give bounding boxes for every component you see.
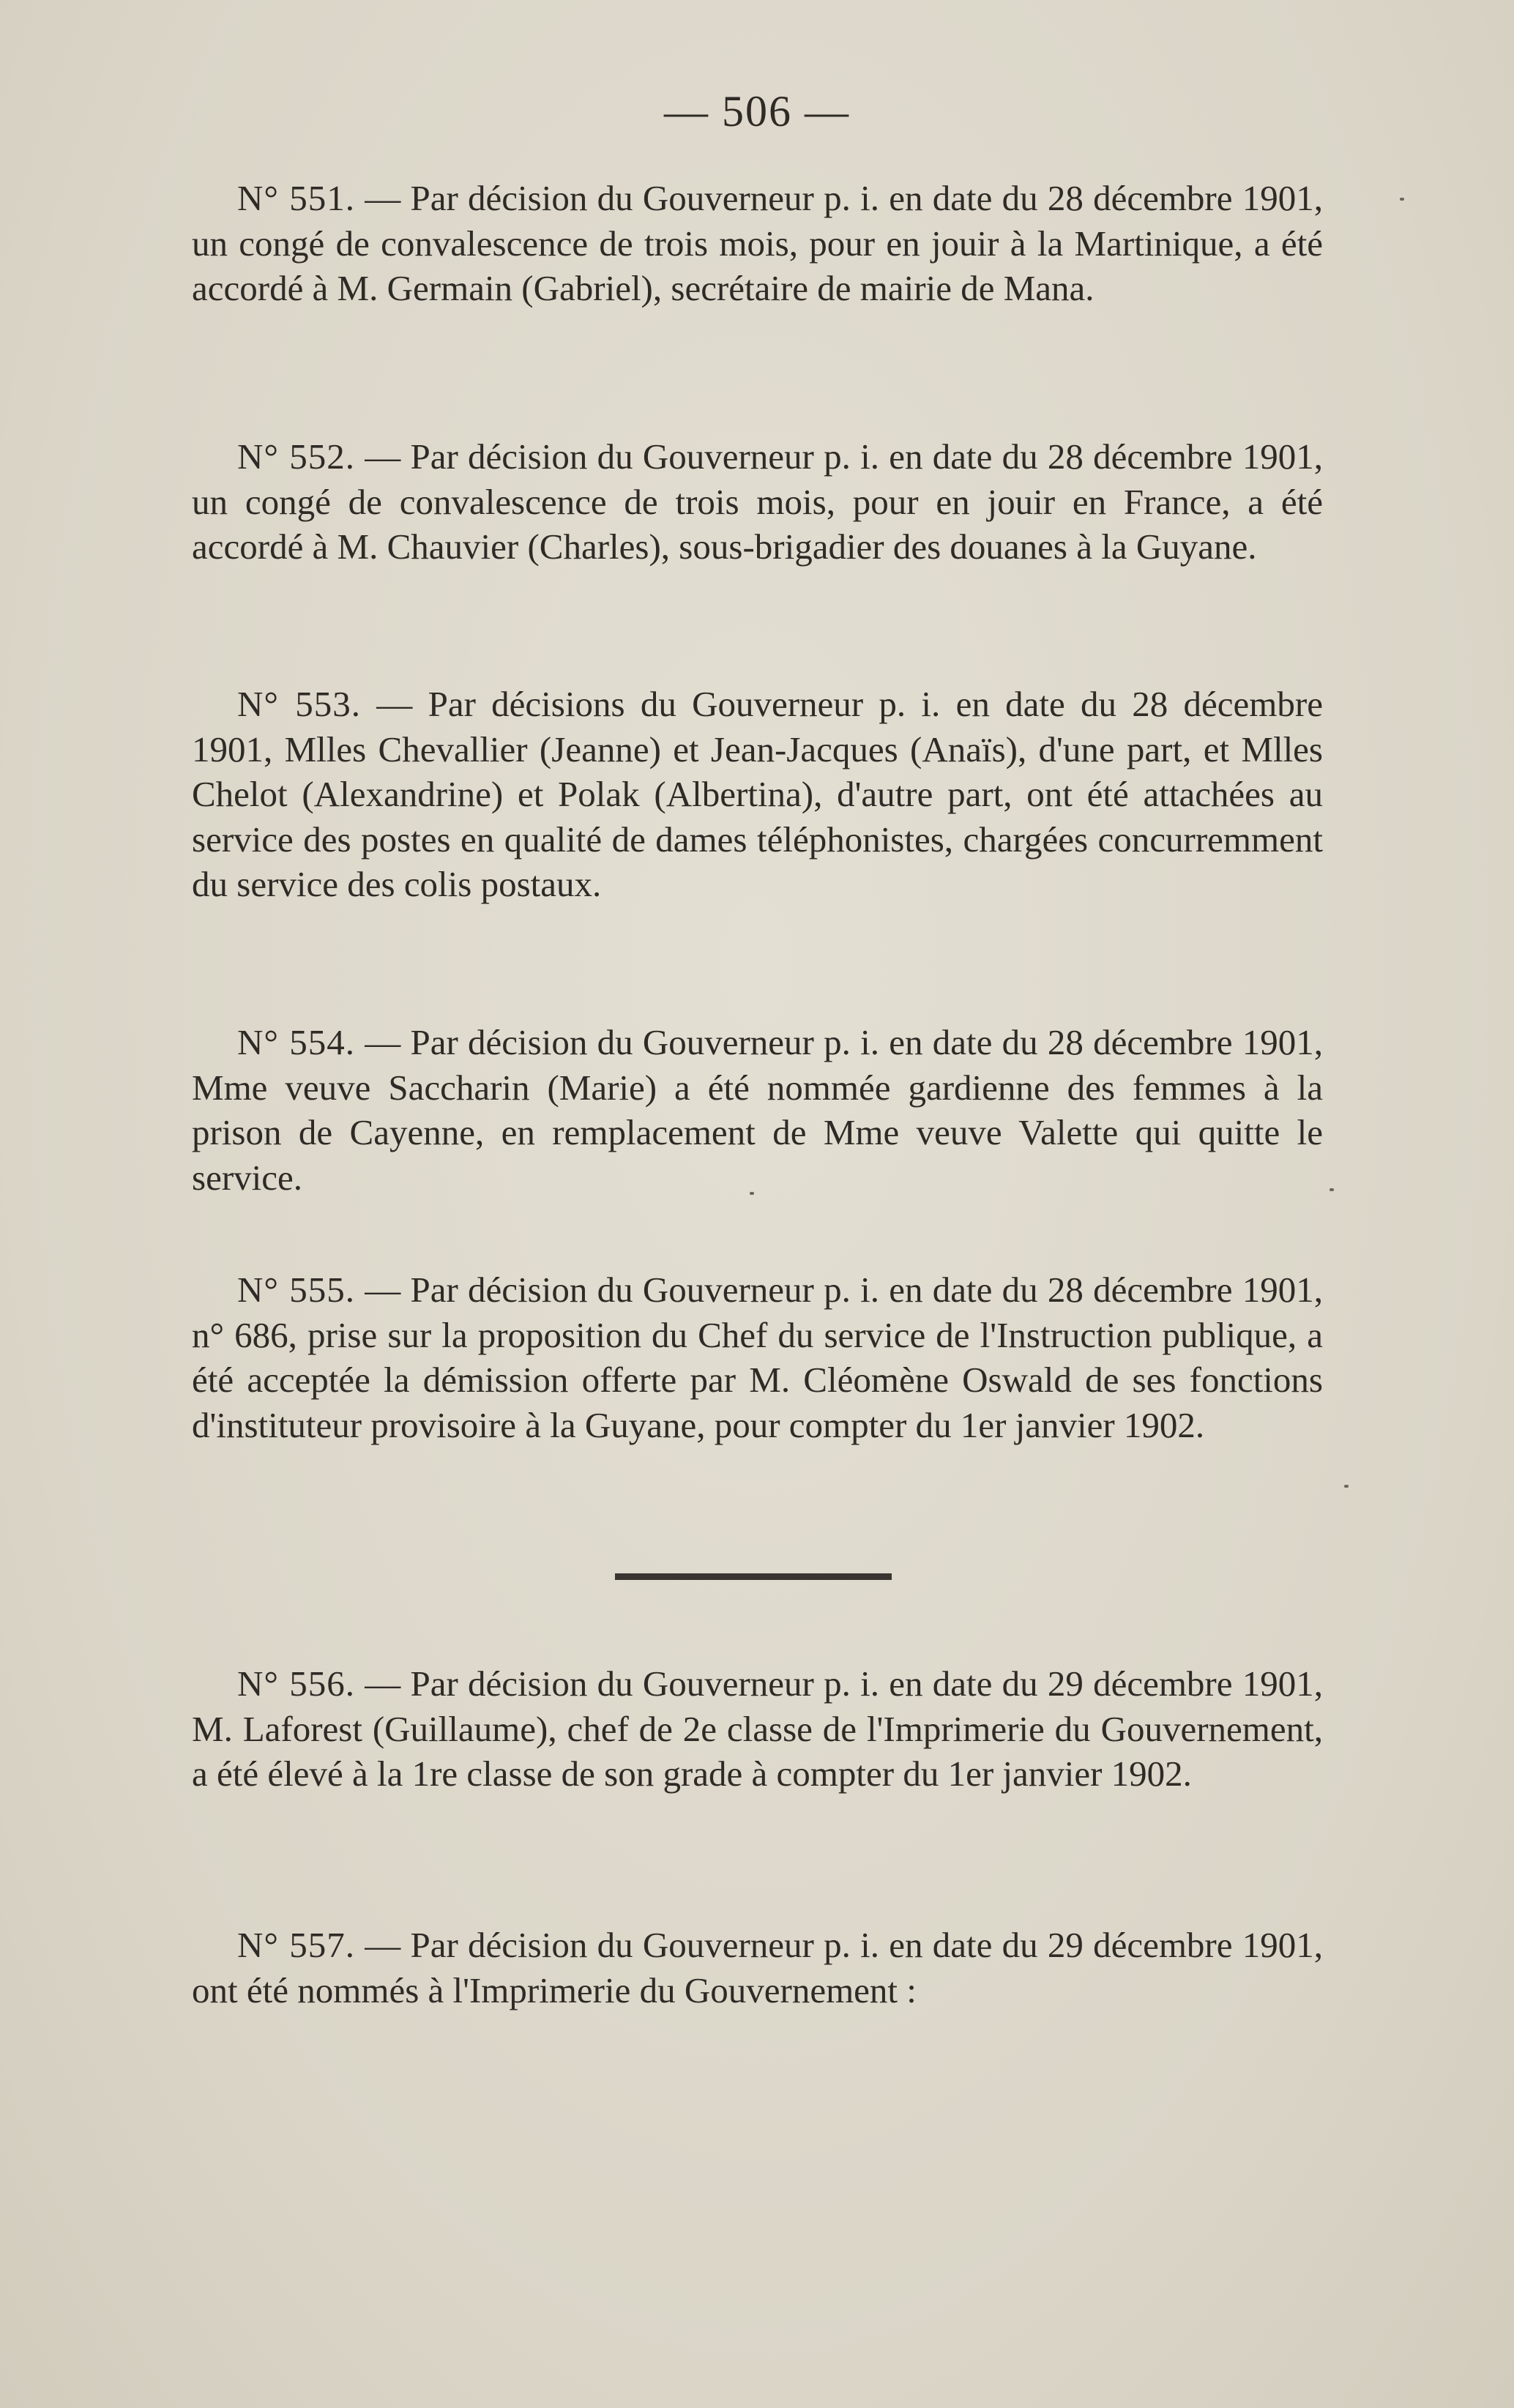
print-speck <box>1344 1485 1349 1488</box>
entry-553 <box>192 682 1323 907</box>
entry-number: N° 555. <box>237 1270 355 1310</box>
entry-text: — Par décisions du Gouverneur p. i. en date du 28 décembre 1901, Mlles Chevallier (Jeanne) et Jean-Jacques (Anaïs), d'une part, et Mlles Chelot (Alexandrine) et Polak (Albertina), d'autre part, ont été attachées au service des postes en qualité de dames téléphonistes, chargées concurremment du service des colis postaux. <box>192 684 1323 904</box>
entry-text: — Par décision du Gouverneur p. i. en date du 28 décembre 1901, Mme veuve Saccharin (Marie) a été nommée gardienne des femmes à la prison de Cayenne, en remplacement de Mme veuve Valette qui quitte le service. <box>192 1022 1323 1198</box>
entry-557 <box>192 1923 1323 2013</box>
entry-555 <box>192 1267 1323 1447</box>
print-speck <box>1330 1188 1334 1191</box>
entry-number: N° 553. <box>237 684 362 724</box>
entry-text: — Par décision du Gouverneur p. i. en date du 28 décembre 1901, un congé de convalescence de trois mois, pour en jouir en France, a été accordé à M. Chauvier (Charles), sous-brigadier des douanes à la Guyane. <box>192 436 1323 567</box>
entry-number: N° 556. <box>237 1663 355 1704</box>
page-number: — 506 — <box>664 87 850 135</box>
print-speck <box>1400 198 1404 201</box>
entry-number: N° 551. <box>237 178 355 218</box>
entry-text: — Par décision du Gouverneur p. i. en date du 28 décembre 1901, n° 686, prise sur la proposition du Chef du service de l'Instruction publique, a été acceptée la démission offerte par M. Cléomène Oswald de ses fonctions d'instituteur provisoire à la Guyane, pour compter du 1er janvier 1902. <box>192 1270 1323 1445</box>
entry-text: — Par décision du Gouverneur p. i. en date du 29 décembre 1901, M. Laforest (Guillaume), chef de 2e classe de l'Imprimerie du Gouvernement, a été élevé à la 1re classe de son grade à compter du 1er janvier 1902. <box>192 1663 1323 1794</box>
entry-554 <box>192 1020 1323 1200</box>
entry-556 <box>192 1661 1323 1797</box>
print-speck <box>750 1192 754 1195</box>
entry-number: N° 552. <box>237 436 355 477</box>
entry-552 <box>192 434 1323 570</box>
entry-text: — Par décision du Gouverneur p. i. en date du 28 décembre 1901, un congé de convalescence de trois mois, pour en jouir à la Martinique, a été accordé à M. Germain (Gabriel), secrétaire de mairie de Mana. <box>192 178 1323 308</box>
entry-number: N° 554. <box>237 1022 355 1062</box>
section-divider <box>615 1573 892 1580</box>
entry-551 <box>192 176 1323 311</box>
entry-number: N° 557. <box>237 1925 355 1965</box>
entry-text: — Par décision du Gouverneur p. i. en date du 29 décembre 1901, ont été nommés à l'Imprimerie du Gouvernement : <box>192 1925 1323 2010</box>
